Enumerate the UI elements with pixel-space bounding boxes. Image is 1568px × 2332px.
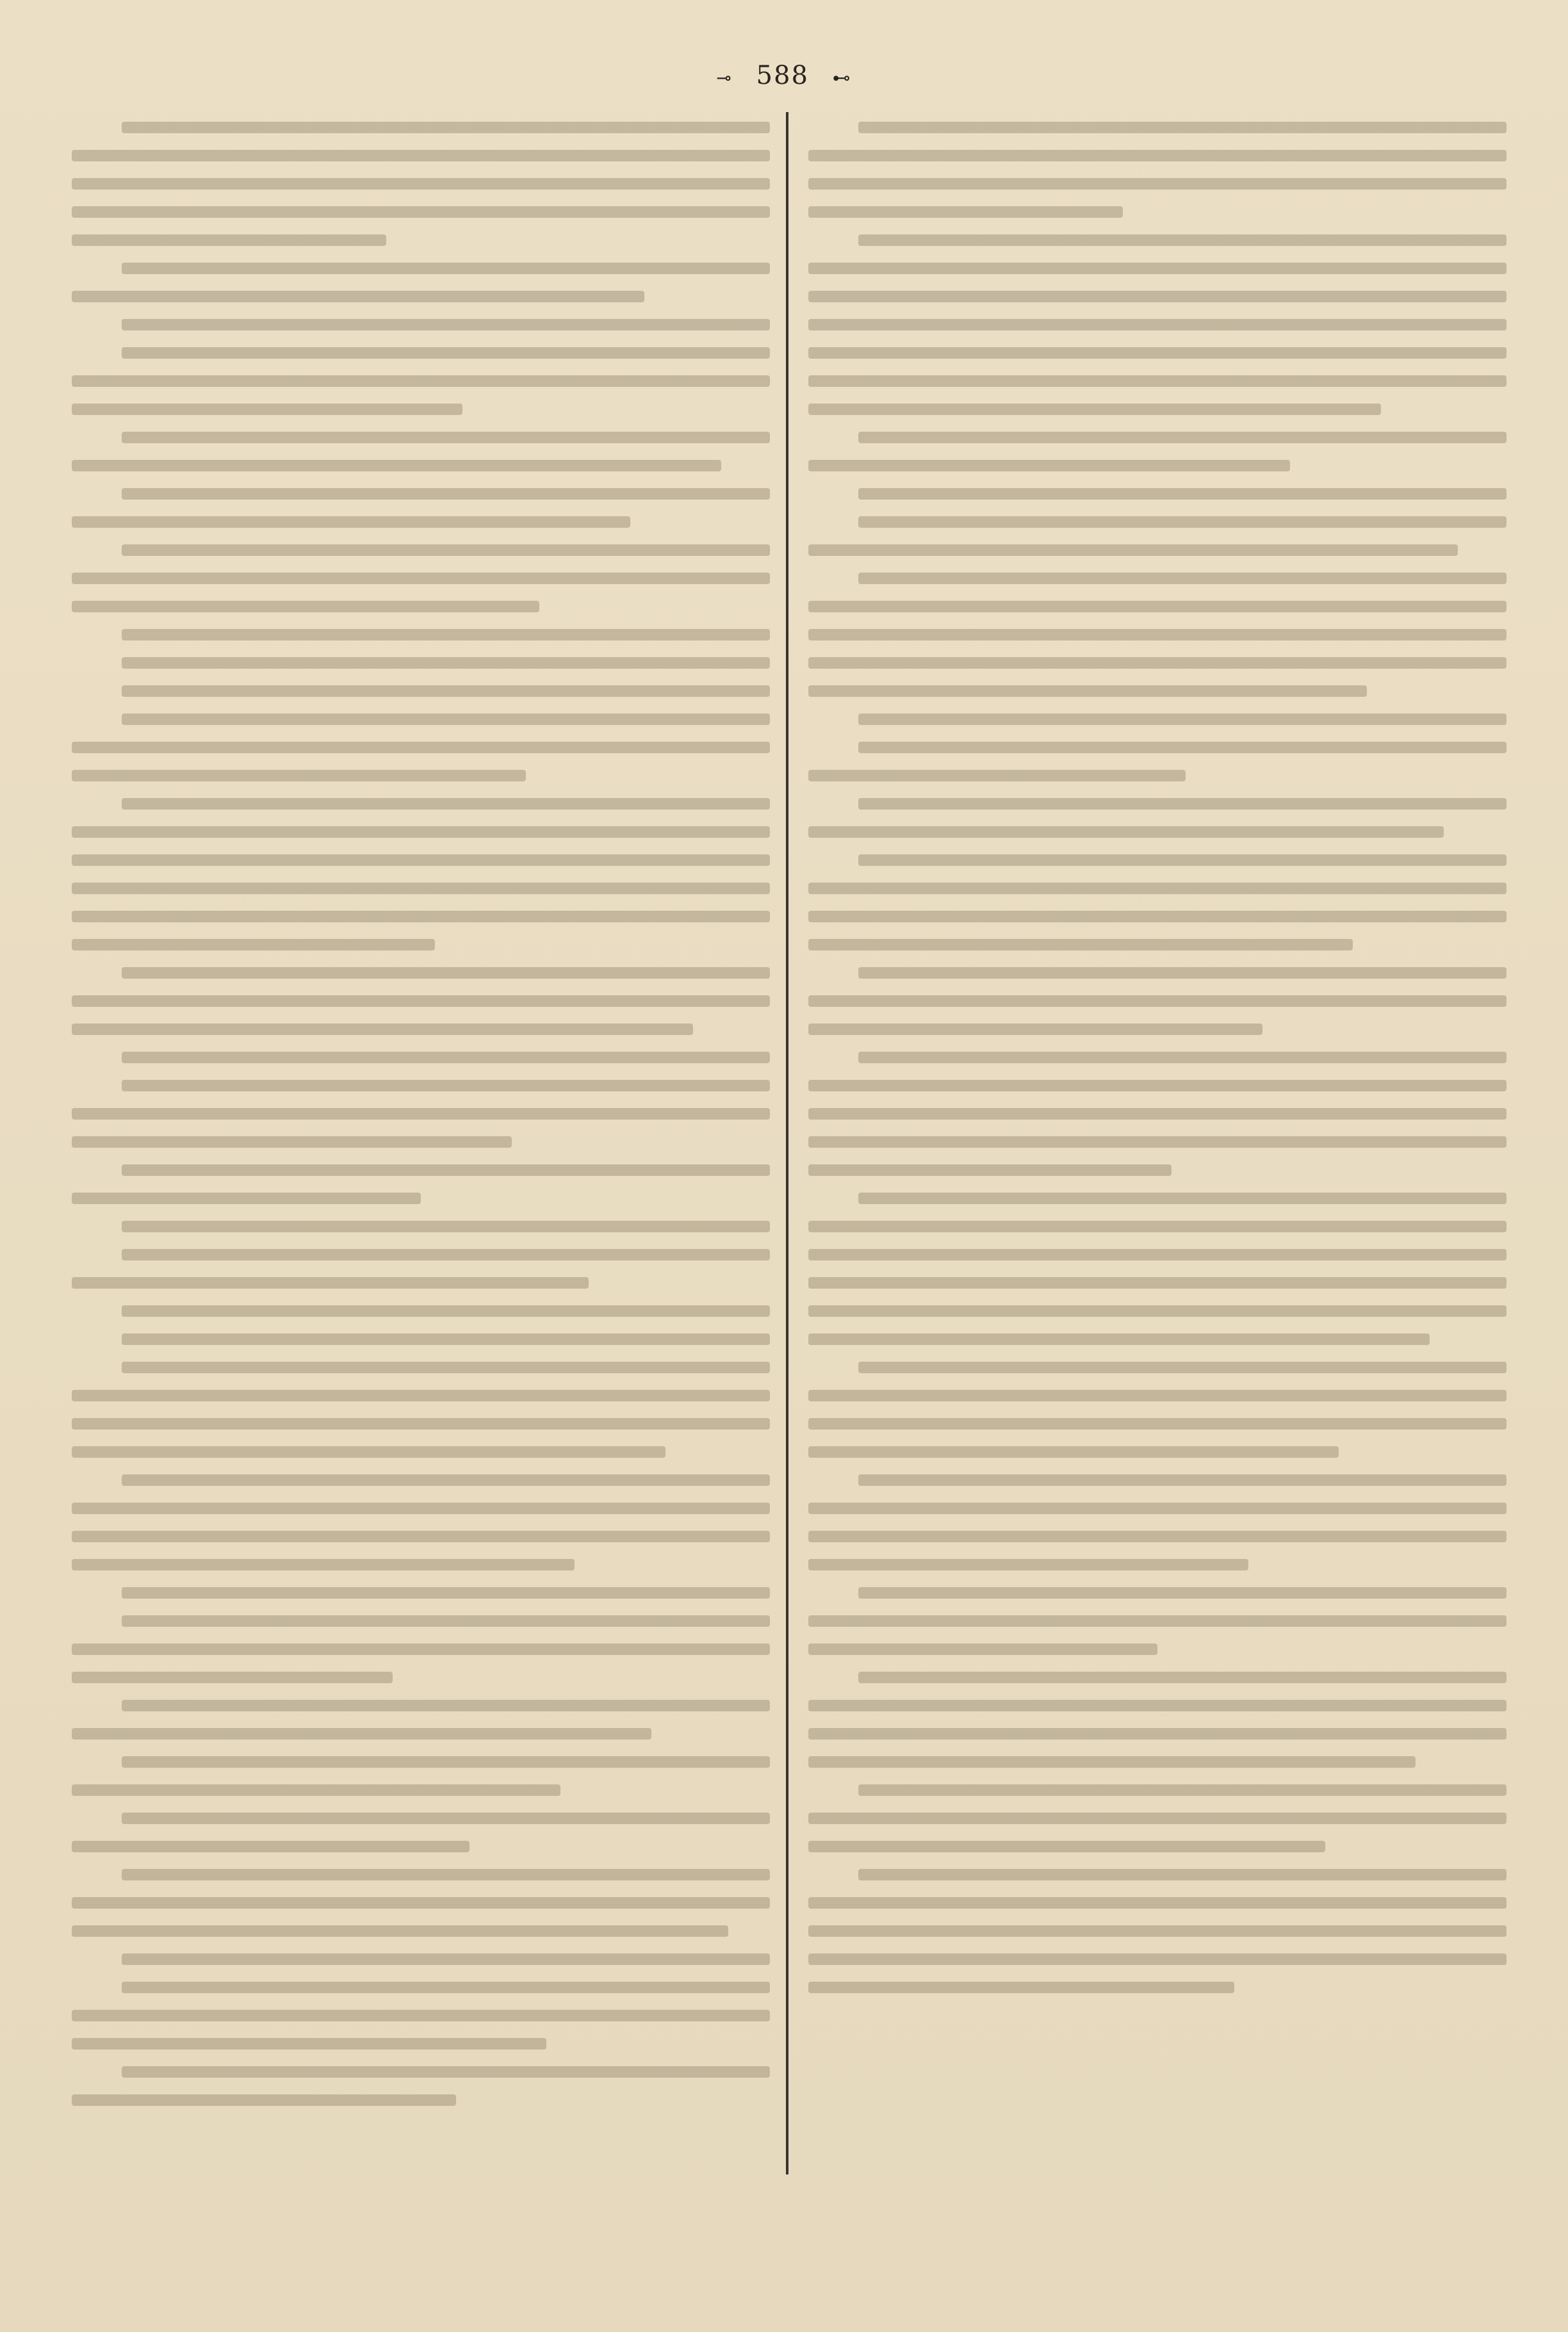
ornament-right-icon: ⊷ bbox=[832, 67, 852, 88]
paragraph bbox=[808, 1869, 1507, 1993]
text-line-placeholder bbox=[808, 1446, 1339, 1458]
text-line-placeholder bbox=[122, 657, 770, 669]
text-line-placeholder bbox=[122, 347, 770, 359]
text-line-placeholder bbox=[122, 1080, 770, 1091]
paragraph bbox=[808, 1587, 1507, 1655]
paragraph bbox=[72, 1953, 770, 1965]
text-line-placeholder bbox=[808, 1559, 1248, 1570]
text-line-placeholder bbox=[122, 1164, 770, 1176]
text-line-placeholder bbox=[72, 1418, 770, 1430]
text-line-placeholder bbox=[122, 1982, 770, 1993]
text-line-placeholder bbox=[122, 488, 770, 500]
text-line-placeholder bbox=[858, 967, 1507, 979]
paragraph bbox=[808, 516, 1507, 556]
text-line-placeholder bbox=[72, 911, 770, 922]
paragraph bbox=[72, 1869, 770, 1937]
paragraph bbox=[808, 488, 1507, 500]
paragraph bbox=[72, 1587, 770, 1599]
paragraph bbox=[808, 573, 1507, 697]
text-line-placeholder bbox=[808, 1503, 1507, 1514]
ornament-left-icon: ⊸ bbox=[716, 67, 733, 88]
text-line-placeholder bbox=[858, 742, 1507, 753]
text-line-placeholder bbox=[858, 854, 1507, 866]
text-line-placeholder bbox=[122, 319, 770, 330]
text-line-placeholder bbox=[808, 657, 1507, 669]
column-divider bbox=[786, 112, 788, 2174]
text-line-placeholder bbox=[72, 460, 721, 471]
paragraph bbox=[808, 854, 1507, 950]
text-line-placeholder bbox=[72, 404, 462, 415]
text-line-placeholder bbox=[808, 995, 1507, 1007]
text-line-placeholder bbox=[72, 1672, 393, 1683]
text-line-placeholder bbox=[808, 826, 1444, 838]
text-line-placeholder bbox=[858, 1362, 1507, 1373]
paragraph bbox=[72, 1052, 770, 1063]
paragraph bbox=[72, 122, 770, 246]
paragraph bbox=[808, 432, 1507, 471]
text-line-placeholder bbox=[72, 178, 770, 190]
text-line-placeholder bbox=[858, 122, 1507, 133]
text-line-placeholder bbox=[72, 1023, 693, 1035]
text-line-placeholder bbox=[122, 1700, 770, 1711]
text-line-placeholder bbox=[122, 1221, 770, 1232]
text-line-placeholder bbox=[808, 375, 1507, 387]
text-line-placeholder bbox=[808, 319, 1507, 330]
text-line-placeholder bbox=[858, 1193, 1507, 1204]
text-line-placeholder bbox=[122, 629, 770, 640]
text-line-placeholder bbox=[72, 573, 770, 584]
text-line-placeholder bbox=[808, 1108, 1507, 1120]
text-line-placeholder bbox=[122, 1474, 770, 1486]
text-line-placeholder bbox=[72, 995, 770, 1007]
text-line-placeholder bbox=[808, 347, 1507, 359]
text-line-placeholder bbox=[858, 516, 1507, 528]
paragraph bbox=[72, 798, 770, 950]
text-line-placeholder bbox=[808, 1643, 1157, 1655]
text-line-placeholder bbox=[72, 1643, 770, 1655]
text-line-placeholder bbox=[122, 798, 770, 810]
text-line-placeholder bbox=[808, 1841, 1325, 1852]
text-line-placeholder bbox=[122, 263, 770, 274]
paragraph bbox=[808, 1193, 1507, 1345]
text-line-placeholder bbox=[808, 1813, 1507, 1824]
paragraph bbox=[72, 319, 770, 330]
paragraph bbox=[808, 713, 1507, 725]
text-line-placeholder bbox=[72, 1728, 651, 1740]
text-line-placeholder bbox=[858, 798, 1507, 810]
text-line-placeholder bbox=[72, 1559, 575, 1570]
text-line-placeholder bbox=[808, 939, 1353, 950]
paragraph bbox=[72, 1249, 770, 1289]
right-column bbox=[808, 122, 1507, 2010]
paragraph bbox=[72, 1305, 770, 1317]
text-line-placeholder bbox=[122, 1615, 770, 1627]
text-line-placeholder bbox=[808, 1080, 1507, 1091]
paragraph bbox=[72, 657, 770, 669]
text-line-placeholder bbox=[122, 1333, 770, 1345]
paragraph bbox=[72, 967, 770, 1035]
text-line-placeholder bbox=[808, 263, 1507, 274]
paragraph bbox=[72, 1080, 770, 1148]
text-line-placeholder bbox=[858, 1052, 1507, 1063]
text-line-placeholder bbox=[858, 1869, 1507, 1880]
paragraph bbox=[72, 1615, 770, 1683]
paragraph bbox=[72, 1756, 770, 1796]
text-line-placeholder bbox=[808, 685, 1367, 697]
text-line-placeholder bbox=[808, 206, 1123, 218]
text-line-placeholder bbox=[72, 375, 770, 387]
text-line-placeholder bbox=[122, 1869, 770, 1880]
text-line-placeholder bbox=[858, 234, 1507, 246]
text-line-placeholder bbox=[808, 404, 1381, 415]
paragraph bbox=[72, 488, 770, 528]
paragraph bbox=[808, 1784, 1507, 1852]
text-line-placeholder bbox=[808, 150, 1507, 161]
text-line-placeholder bbox=[122, 685, 770, 697]
text-line-placeholder bbox=[72, 516, 630, 528]
text-line-placeholder bbox=[808, 1728, 1507, 1740]
text-line-placeholder bbox=[808, 460, 1290, 471]
paragraph bbox=[808, 1362, 1507, 1458]
text-line-placeholder bbox=[72, 1136, 512, 1148]
paragraph bbox=[808, 122, 1507, 218]
text-line-placeholder bbox=[808, 544, 1458, 556]
text-line-placeholder bbox=[122, 2066, 770, 2078]
text-line-placeholder bbox=[808, 601, 1507, 612]
text-line-placeholder bbox=[858, 1672, 1507, 1683]
text-line-placeholder bbox=[808, 911, 1507, 922]
paragraph bbox=[808, 1052, 1507, 1176]
text-line-placeholder bbox=[858, 432, 1507, 443]
text-line-placeholder bbox=[858, 488, 1507, 500]
text-line-placeholder bbox=[72, 1108, 770, 1120]
text-line-placeholder bbox=[72, 1277, 589, 1289]
text-line-placeholder bbox=[122, 713, 770, 725]
paragraph bbox=[808, 1474, 1507, 1570]
text-line-placeholder bbox=[72, 826, 770, 838]
text-line-placeholder bbox=[72, 854, 770, 866]
text-line-placeholder bbox=[72, 291, 644, 302]
text-line-placeholder bbox=[808, 1531, 1507, 1542]
paragraph bbox=[72, 1164, 770, 1204]
paragraph bbox=[808, 742, 1507, 781]
text-line-placeholder bbox=[858, 1474, 1507, 1486]
text-line-placeholder bbox=[72, 1390, 770, 1401]
text-line-placeholder bbox=[808, 1164, 1172, 1176]
paragraph bbox=[72, 347, 770, 415]
paragraph bbox=[72, 1333, 770, 1345]
text-line-placeholder bbox=[808, 1953, 1507, 1965]
text-line-placeholder bbox=[808, 291, 1507, 302]
paragraph bbox=[72, 432, 770, 471]
text-line-placeholder bbox=[808, 1249, 1507, 1260]
text-line-placeholder bbox=[122, 1756, 770, 1768]
paragraph bbox=[72, 544, 770, 612]
paragraph bbox=[72, 1362, 770, 1458]
text-line-placeholder bbox=[122, 432, 770, 443]
paragraph bbox=[72, 1474, 770, 1570]
text-line-placeholder bbox=[122, 1587, 770, 1599]
text-line-placeholder bbox=[808, 1897, 1507, 1909]
text-line-placeholder bbox=[72, 2038, 546, 2050]
text-line-placeholder bbox=[122, 1052, 770, 1063]
left-column bbox=[72, 122, 770, 2123]
text-line-placeholder bbox=[122, 122, 770, 133]
text-line-placeholder bbox=[122, 967, 770, 979]
text-line-placeholder bbox=[808, 1136, 1507, 1148]
text-line-placeholder bbox=[808, 1982, 1234, 1993]
text-line-placeholder bbox=[858, 713, 1507, 725]
paragraph bbox=[72, 713, 770, 781]
paragraph bbox=[72, 1221, 770, 1232]
text-line-placeholder bbox=[122, 1813, 770, 1824]
paragraph bbox=[808, 234, 1507, 415]
text-line-placeholder bbox=[808, 1221, 1507, 1232]
text-line-placeholder bbox=[72, 1925, 728, 1937]
text-line-placeholder bbox=[72, 601, 539, 612]
text-line-placeholder bbox=[808, 629, 1507, 640]
text-line-placeholder bbox=[808, 1390, 1507, 1401]
text-line-placeholder bbox=[72, 234, 386, 246]
paragraph bbox=[72, 263, 770, 302]
text-line-placeholder bbox=[858, 573, 1507, 584]
text-line-placeholder bbox=[808, 883, 1507, 894]
text-line-placeholder bbox=[72, 742, 770, 753]
paragraph bbox=[72, 2066, 770, 2106]
text-line-placeholder bbox=[72, 1841, 470, 1852]
text-line-placeholder bbox=[72, 2010, 770, 2021]
text-line-placeholder bbox=[72, 1193, 421, 1204]
paragraph bbox=[72, 629, 770, 640]
text-line-placeholder bbox=[122, 544, 770, 556]
paragraph bbox=[808, 1672, 1507, 1768]
text-line-placeholder bbox=[858, 1587, 1507, 1599]
text-line-placeholder bbox=[122, 1362, 770, 1373]
page-number: 588 bbox=[756, 61, 809, 90]
paragraph bbox=[72, 685, 770, 697]
text-line-placeholder bbox=[808, 1333, 1430, 1345]
text-line-placeholder bbox=[808, 770, 1186, 781]
text-line-placeholder bbox=[808, 178, 1507, 190]
text-line-placeholder bbox=[122, 1305, 770, 1317]
paragraph bbox=[808, 967, 1507, 1035]
text-line-placeholder bbox=[808, 1277, 1507, 1289]
paragraph bbox=[808, 798, 1507, 838]
text-line-placeholder bbox=[72, 883, 770, 894]
text-line-placeholder bbox=[808, 1700, 1507, 1711]
text-line-placeholder bbox=[72, 206, 770, 218]
paragraph bbox=[72, 1982, 770, 2050]
text-line-placeholder bbox=[122, 1249, 770, 1260]
text-line-placeholder bbox=[808, 1418, 1507, 1430]
text-line-placeholder bbox=[808, 1925, 1507, 1937]
text-line-placeholder bbox=[72, 1503, 770, 1514]
paragraph bbox=[72, 1700, 770, 1740]
text-line-placeholder bbox=[72, 150, 770, 161]
text-line-placeholder bbox=[72, 1531, 770, 1542]
text-line-placeholder bbox=[808, 1756, 1416, 1768]
text-line-placeholder bbox=[72, 1784, 560, 1796]
text-line-placeholder bbox=[72, 770, 526, 781]
page-header bbox=[0, 61, 1568, 90]
text-line-placeholder bbox=[72, 939, 435, 950]
text-line-placeholder bbox=[808, 1023, 1262, 1035]
paragraph bbox=[72, 1813, 770, 1852]
text-line-placeholder bbox=[72, 1897, 770, 1909]
text-line-placeholder bbox=[72, 1446, 666, 1458]
text-line-placeholder bbox=[122, 1953, 770, 1965]
text-line-placeholder bbox=[72, 2094, 456, 2106]
text-line-placeholder bbox=[808, 1305, 1507, 1317]
text-line-placeholder bbox=[858, 1784, 1507, 1796]
text-line-placeholder bbox=[808, 1615, 1507, 1627]
